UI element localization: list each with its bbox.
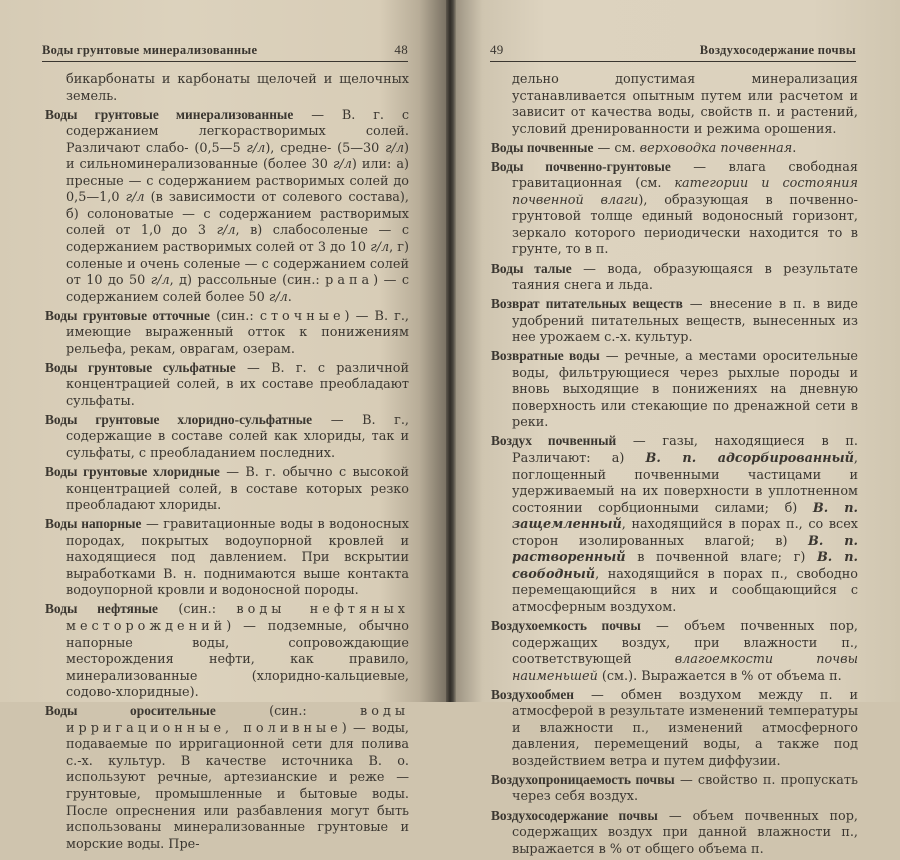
- dictionary-entry: [491, 261, 858, 295]
- left-page-text: [45, 72, 409, 855]
- entry-definition-text: г/л: [216, 223, 236, 239]
- entry-definition-text: ) — с содержанием солей более 50: [66, 273, 409, 305]
- entry-definition-text: (в зависимости от солевого состава), б) солоноватые — с содержанием растворимых солей от 1,0 до 3: [66, 190, 409, 239]
- cross-reference: влагоемкости почвы наименьшей: [512, 652, 858, 684]
- dictionary-entry: [45, 703, 409, 853]
- entry-definition-text: г/л: [370, 239, 390, 255]
- entry-definition-text: .: [287, 289, 292, 305]
- entry-term: Воздухоемкость почвы: [491, 618, 641, 633]
- entry-definition-text: — обмен воздухом между п. и атмосферой в результате изменений температуры и влажности п., изменений атмосферного давления, перемещений воды, а также под воздействием ветра и путем диффузии.: [512, 687, 858, 769]
- right-page: [456, 0, 900, 857]
- entry-definition-text: г/л: [150, 273, 170, 289]
- dictionary-entry: [491, 296, 858, 347]
- entry-definition-text: (син.:: [158, 602, 237, 618]
- entry-term: Воды грунтовые сульфатные: [45, 359, 236, 375]
- entry-definition-text: г/л: [246, 140, 266, 156]
- continuation-paragraph: дельно допустимая минерализация устанавливается опытным путем или расчетом и зависит от качества воды, свойств п. и растений, условий дренированности и режима орошения.: [512, 72, 858, 137]
- left-running-head-title: Воды грунтовые минерализованные: [42, 43, 258, 57]
- continuation-paragraph: бикарбонаты и карбонаты щелочей и щелочных земель.: [66, 72, 409, 104]
- dictionary-entry: [45, 360, 409, 411]
- entry-term: Воды почвенно-грунтовые: [491, 158, 671, 174]
- entry-definition-text: — В. г., содержащие в составе солей как хлориды, так и сульфаты, с преобладанием последних.: [66, 412, 409, 462]
- entry-term: Возвратные воды: [491, 348, 600, 364]
- entry-definition-text: (см.). Выражается в % от объема п.: [597, 668, 842, 684]
- dictionary-entry: [45, 107, 409, 307]
- entry-term: Воздухообмен: [491, 686, 575, 702]
- cross-reference: категории и состояния почвенной влаги: [512, 176, 858, 208]
- left-entries-list: [45, 107, 409, 854]
- entry-term: Воды грунтовые хлоридные: [45, 464, 220, 480]
- entry-definition-text: г/л: [385, 140, 404, 156]
- entry-definition-text: (син.:: [215, 704, 361, 720]
- entry-definition-text: ) — воды, подаваемые по ирригационной сети для полива с.-х. культур. В качестве источника В. о. используют речные, артезианские и реже — грунтовые, промышленные и бытовые воды. После опреснения или разбавления могут быть использованы минерализованные грунтовые и морские воды. Пре-: [66, 720, 410, 852]
- left-running-head: [42, 38, 408, 62]
- entry-term: Воды грунтовые отточные: [45, 307, 210, 323]
- entry-definition-text: , поглощенный почвенными частицами и удерживаемый на их поверхности в уплотненном состоянии сорбционными силами; б): [512, 451, 858, 516]
- left-page-number: 48: [394, 42, 408, 57]
- cross-reference: верховодка почвенная: [639, 140, 793, 156]
- entry-definition-text: .: [792, 140, 797, 156]
- dictionary-entry: [45, 516, 409, 600]
- entry-definition-text: ), средне- (5—30: [265, 140, 386, 156]
- entry-definition-text: ), образующая в почвенно-грунтовой толще единый водоносный горизонт, зеркало которого периодически находится то в грунте, то в п.: [512, 192, 858, 258]
- book-gutter: [446, 0, 456, 702]
- entry-term: Воды почвенные: [491, 139, 594, 155]
- entry-definition-text: (син.:: [209, 308, 260, 324]
- entry-definition-text: В. п. защемленный: [512, 500, 858, 533]
- entry-definition-text: — объем почвенных пор, содержащих воздух при данной влажности п., выражается в % от общего объема п.: [512, 808, 858, 857]
- entry-definition-text: воды ирригационные, поливные: [66, 704, 410, 736]
- right-running-head-title: Воздухосодержание почвы: [699, 43, 856, 57]
- right-entries-list: [491, 140, 858, 858]
- entry-term: Воздухосодержание почвы: [491, 807, 658, 823]
- dictionary-entry: [45, 464, 409, 515]
- entry-definition-text: — вода, образующаяся в результате таяния снега и льда.: [512, 261, 858, 294]
- dictionary-entry: [491, 687, 858, 771]
- entry-term: Воды талые: [491, 260, 572, 276]
- entry-term: Воды оросительные: [45, 703, 216, 719]
- entry-definition-text: , находящийся в порах п., свободно перемещающийся в них и сообщающийся с атмосферным воздухом.: [512, 566, 858, 615]
- dictionary-entry: [45, 308, 409, 359]
- entry-definition-text: — объем почвенных пор, содержащих воздух, при влажности п., соответствующей: [512, 619, 858, 668]
- entry-definition-text: — газы, находящиеся в п. Различают: а): [512, 434, 858, 467]
- dictionary-entry: [491, 808, 858, 859]
- entry-definition-text: г/л: [268, 289, 288, 305]
- entry-definition-text: , д) рассольные (син.:: [169, 273, 326, 289]
- dictionary-entry: [491, 772, 858, 806]
- entry-definition-text: — В. г. с различной концентрацией солей, в их составе преобладают сульфаты.: [66, 360, 409, 409]
- entry-term: Воды нефтяные: [45, 601, 158, 617]
- entry-definition-text: — свойство п. пропускать через себя воздух.: [512, 772, 858, 805]
- entry-definition-text: ) — подземные, обычно напорные воды, сопровождающие месторождения нефти, как правило, минерализованные (хлоридно-кальциевые, содово-хлоридные).: [66, 619, 409, 701]
- dictionary-entry: [491, 618, 858, 685]
- entry-definition-text: — внесение в п. в виде удобрений питательных веществ, вынесенных из нее урожаем с.-х. культур.: [512, 297, 858, 346]
- entry-definition-text: — В. г. обычно с высокой концентрацией солей, в составе которых резко преобладают хлориды.: [66, 465, 409, 514]
- entry-term: Воды грунтовые минерализованные: [45, 106, 294, 122]
- entry-term: Воздух почвенный: [491, 433, 617, 449]
- right-page-text: [491, 72, 858, 860]
- entry-term: Воздухопроницаемость почвы: [491, 771, 675, 787]
- entry-definition-text: — влага свободная гравитационная (см.: [512, 159, 858, 192]
- right-page-number: 49: [490, 42, 504, 57]
- dictionary-entry: [491, 140, 858, 158]
- dictionary-entry: [45, 601, 409, 701]
- entry-definition-text: В. п. адсорбированный: [645, 451, 854, 467]
- entry-term: Воды грунтовые хлоридно-сульфатные: [45, 411, 313, 427]
- entry-definition-text: в почвенной влаге; г): [625, 550, 817, 566]
- entry-definition-text: ) и сильноминерализованные (более 30: [66, 140, 409, 173]
- entry-definition-text: — см.: [593, 140, 640, 156]
- dictionary-entry: [45, 412, 409, 463]
- dictionary-entry: [491, 159, 858, 259]
- dictionary-entry: [491, 348, 858, 432]
- entry-definition-text: г/л: [125, 190, 145, 206]
- entry-definition-text: рапа: [325, 273, 374, 289]
- right-running-head: [490, 38, 856, 62]
- entry-term: Воды напорные: [45, 516, 142, 532]
- entry-definition-text: воды нефтяных месторождений: [66, 602, 409, 634]
- dictionary-entry: [491, 433, 858, 616]
- entry-definition-text: , в) слабосоленые — с содержанием растворимых солей от 3 до 10: [66, 223, 409, 255]
- entry-definition-text: , г) соленые и очень соленые — с содержанием солей от 10 до 50: [66, 239, 409, 289]
- entry-definition-text: сточные: [259, 308, 345, 324]
- entry-definition-text: ) или: а) пресные — с содержанием растворимых солей до 0,5—1,0: [66, 157, 409, 206]
- entry-definition-text: — В. г. с содержанием легкорастворимых солей. Различают слабо- (0,5—5: [66, 107, 409, 156]
- entry-definition-text: — гравитационные воды в водоносных породах, покрытых водоупорной кровлей и находящиеся под давлением. При вскрытии выработками В. н. поднимаются выше контакта водоупорной кровли и водоносной породы.: [66, 517, 409, 599]
- entry-term: Возврат питательных веществ: [491, 296, 683, 312]
- entry-definition-text: г/л: [332, 157, 352, 173]
- entry-definition-text: В. п. растворенный: [512, 533, 858, 566]
- entry-definition-text: , находящийся в порах п., со всех сторон изолированных влагой; в): [512, 517, 858, 549]
- left-page: [0, 0, 446, 852]
- entry-definition-text: В. п. свободный: [512, 550, 858, 582]
- entry-definition-text: — речные, а местами оросительные воды, фильтрующиеся через рыхлые породы и вновь выходящие в понижениях на дневную поверхность или стекающие по дренажной сети в реки.: [512, 349, 858, 431]
- entry-definition-text: ) — В. г., имеющие выраженный отток к понижениям рельефа, рекам, оврагам, озерам.: [66, 308, 409, 357]
